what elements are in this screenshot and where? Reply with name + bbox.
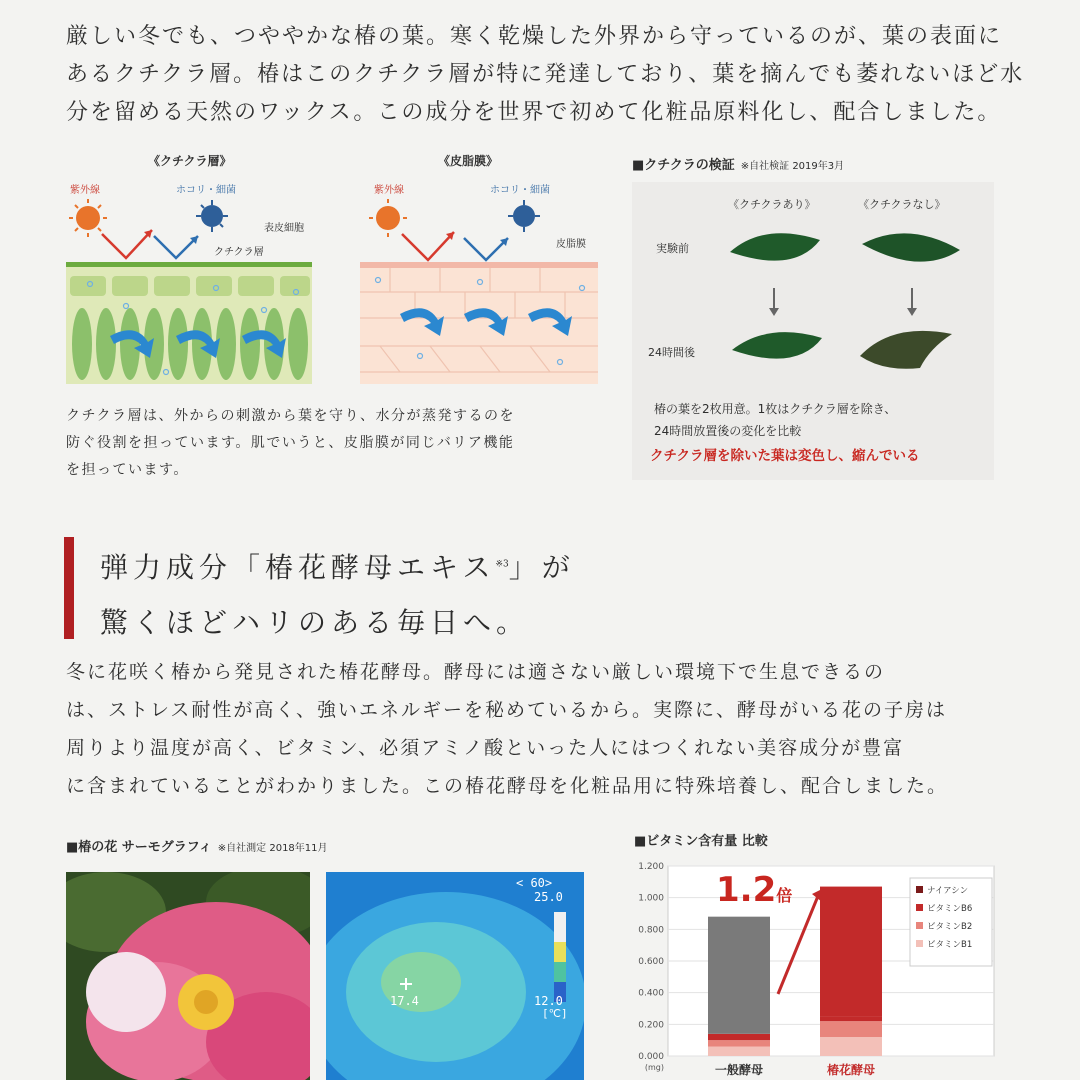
section-heading-line2: 驚くほどハリのある毎日へ。 <box>100 606 530 639</box>
paragraph-line: は、ストレス耐性が高く、強いエネルギーを秘めているから。実際に、酵母がいる花の子房は <box>66 699 948 721</box>
sebum-layer <box>360 262 598 268</box>
legend-label: ナイアシン <box>927 886 969 896</box>
intro-line: 厳しい冬でも、つややかな椿の葉。寒く乾燥した外界から守っているのが、葉の表面に <box>66 24 1003 49</box>
heading-text: 」が <box>508 551 575 584</box>
thermo-title <box>66 836 328 855</box>
caption-line: クチクラ層は、外からの刺激から葉を守り、水分が蒸発するのを <box>66 408 515 424</box>
section-heading-line1 <box>100 546 575 586</box>
intro-line: あるクチクラ層。椿はこのクチクラ層が特に発達しており、葉を摘んでも萎れないほど水 <box>66 62 1025 87</box>
intro-paragraph <box>66 18 1026 132</box>
ratio-unit: 倍 <box>776 886 793 905</box>
caption-line: を担っています。 <box>66 462 189 478</box>
uv-reflect-arrow <box>102 230 152 258</box>
legend-swatch <box>916 922 923 929</box>
experiment-conclusion: クチクラ層を除いた葉は変色し、縮んでいる <box>650 448 920 464</box>
germ-icon <box>513 205 535 227</box>
experiment-title <box>632 154 844 173</box>
leaf-comparison <box>724 216 964 386</box>
intro-line: 分を留める天然のワックス。この成分を世界で初めて化粧品原料化し、配合しました。 <box>66 100 1002 125</box>
diagram-caption <box>66 403 626 484</box>
dust-label: ホコリ・細菌 <box>490 185 550 196</box>
dust-label: ホコリ・細菌 <box>176 185 236 196</box>
y-tick-label: 1.200 <box>638 862 664 872</box>
bar-segment <box>708 917 770 1034</box>
sebum-diagram <box>360 196 598 384</box>
leaf-after-with <box>732 332 822 358</box>
col-without-label: 《クチクラなし》 <box>858 198 946 211</box>
bar-segment <box>820 1016 882 1021</box>
bar-segment <box>708 1040 770 1046</box>
legend-label: ビタミンB6 <box>927 904 973 914</box>
leaf-after-without <box>860 331 952 369</box>
thermo-note: ※自社測定 2018年11月 <box>217 843 328 854</box>
legend-swatch <box>916 886 923 893</box>
y-axis-unit: (mg) <box>644 1063 664 1072</box>
thermo-readout: < 60> <box>516 876 553 890</box>
paragraph-line: に含まれていることがわかりました。この椿花酵母を化粧品用に特殊培養し、配合しました。 <box>66 775 949 797</box>
y-tick-label: 0.400 <box>638 988 664 999</box>
camellia-photo <box>66 872 310 1080</box>
col-with-label: 《クチクラあり》 <box>728 198 816 211</box>
experiment-panel <box>632 182 994 480</box>
legend-label: ビタミンB1 <box>927 940 973 950</box>
paragraph-line: 周りより温度が高く、ビタミン、必須アミノ酸といった人にはつくれない美容成分が豊富 <box>66 737 905 759</box>
row-after-label: 24時間後 <box>648 346 695 359</box>
cuticle-diagram-title: 《クチクラ層》 <box>148 154 232 168</box>
uv-reflect-arrow <box>402 232 454 260</box>
yeast-paragraph <box>66 653 1026 805</box>
bar-segment <box>708 1047 770 1057</box>
paragraph-line: 冬に花咲く椿から発見された椿花酵母。酵母には適さない厳しい環境下で生息できるの <box>66 661 886 683</box>
germ-icon <box>201 205 223 227</box>
experiment-title-text: ■クチクラの検証 <box>632 158 735 173</box>
thermo-scale-max: 25.0 <box>534 890 563 904</box>
uv-label: 紫外線 <box>70 185 100 196</box>
legend-label: ビタミンB2 <box>927 922 973 932</box>
heading-accent-bar <box>64 537 74 639</box>
y-tick-label: 1.000 <box>638 893 664 904</box>
sebum-layer-label: 皮脂膜 <box>556 239 586 250</box>
thermo-scale-min: 12.0 <box>534 994 563 1008</box>
y-tick-label: 0.200 <box>638 1020 664 1031</box>
thermo-spot-value: 17.4 <box>390 994 419 1008</box>
vitamin-chart <box>630 856 996 1080</box>
cuticle-layer <box>66 262 312 267</box>
thermo-unit: [℃] <box>542 1007 568 1020</box>
experiment-desc-line: 椿の葉を2枚用意。1枚はクチクラ層を除き、 <box>654 402 897 416</box>
ratio-callout <box>716 870 792 910</box>
legend-swatch <box>916 940 923 947</box>
bar-segment <box>820 1037 882 1056</box>
legend-swatch <box>916 904 923 911</box>
sebum-diagram-title: 《皮脂膜》 <box>438 154 499 168</box>
epidermis-label: 表皮細胞 <box>264 223 304 234</box>
bar-segment <box>820 1021 882 1037</box>
x-category-label: 一般酵母 <box>714 1063 764 1077</box>
x-category-label: 椿花酵母 <box>826 1063 876 1077</box>
uv-label: 紫外線 <box>374 185 404 196</box>
bar-segment <box>708 1034 770 1040</box>
vitamin-title: ■ビタミン含有量 比較 <box>634 834 768 849</box>
leaf-before-without <box>862 233 960 261</box>
caption-line: 防ぐ役割を担っています。肌でいうと、皮脂膜が同じバリア機能 <box>66 435 515 451</box>
heading-footnote: ※3 <box>495 559 509 570</box>
ratio-value: 1.2 <box>716 870 777 910</box>
heading-text: 弾力成分「椿花酵母エキス <box>100 551 496 584</box>
y-tick-label: 0.800 <box>638 925 664 936</box>
y-tick-label: 0.600 <box>638 957 664 967</box>
y-tick-label: 0.000 <box>638 1052 664 1062</box>
experiment-description <box>654 398 896 442</box>
cuticle-diagram <box>66 196 312 384</box>
sun-icon <box>376 206 400 230</box>
row-before-label: 実験前 <box>656 242 689 255</box>
thermo-title-text: ■椿の花 サーモグラフィ <box>66 840 212 855</box>
leaf-before-with <box>730 233 820 260</box>
cuticle-layer-label: クチクラ層 <box>214 247 264 258</box>
experiment-desc-line: 24時間放置後の変化を比較 <box>654 424 802 438</box>
experiment-note: ※自社検証 2019年3月 <box>740 161 845 172</box>
bar-segment <box>820 887 882 1017</box>
sun-icon <box>76 206 100 230</box>
